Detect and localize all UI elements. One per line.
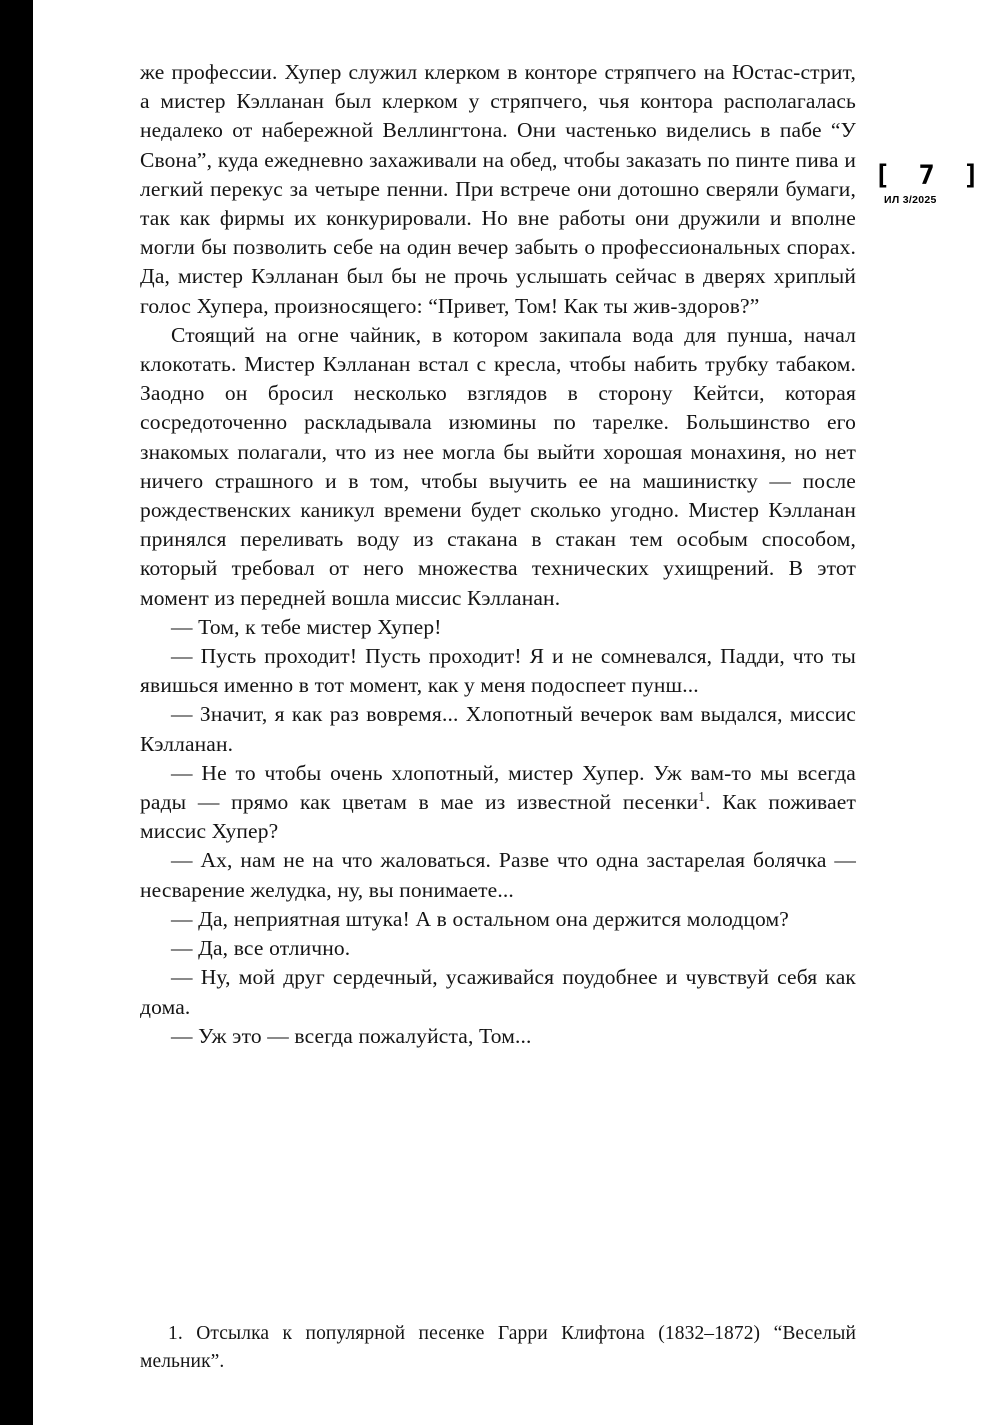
page-marker <box>874 160 984 206</box>
paragraph-dialogue: — Том, к тебе мистер Хупер! <box>171 614 442 639</box>
paragraph-text: — Не то чтобы очень хлопотный, мистер Хупер. Уж вам-то мы всегда рады — прямо как цветам в мае из известной песенки <box>140 760 856 815</box>
page-body-text <box>140 58 856 1051</box>
page-number: [ 7 ] <box>874 160 986 191</box>
footnote-reference-mark: 1 <box>698 788 706 804</box>
edition-label: ИЛ 3/2025 <box>884 194 937 206</box>
paragraph-dialogue: — Значит, я как раз вовремя... Хлопотный вечерок вам выдался, миссис Кэлланан. <box>140 702 856 756</box>
left-spine-bar <box>0 0 33 1425</box>
paragraph-dialogue-with-footnote-ref <box>140 759 856 847</box>
footnote-block <box>140 1320 856 1375</box>
paragraph-continuation: же профессии. Хупер служил клерком в конторе стряпчего на Юстас-стрит, а мистер Кэлланан был клерком у стряпчего, чья контора располагалась недалеко от набережной Веллингтона. Они частенько виделись в пабе “У Свона”, куда ежедневно захаживали на обед, чтобы заказать по пинте пива и легкий перекус за четыре пенни. При встрече они дотошно сверяли бумаги, так как фирмы их конкурировали. Но вне работы они дружили и вполне могли бы позволить себе на один вечер забыть о профессиональных спорах. Да, мистер Кэлланан был бы не прочь услышать сейчас в дверях хриплый голос Хупера, произносящего: “Привет, Том! Как ты жив-здоров?” <box>140 60 856 318</box>
paragraph-dialogue: — Ах, нам не на что жаловаться. Разве что одна застарелая болячка — несварение желудка, ну, вы понимаете... <box>140 848 856 902</box>
paragraph-dialogue: — Уж это — всегда пожалуйста, Том... <box>171 1023 532 1048</box>
paragraph-dialogue: — Ну, мой друг сердечный, усаживайся поудобнее и чувствуй себя как дома. <box>140 965 856 1019</box>
paragraph-dialogue: — Пусть проходит! Пусть проходит! Я и не сомневался, Падди, что ты явишься именно в тот момент, как у меня подоспеет пунш... <box>140 644 856 698</box>
footnote-text: 1. Отсылка к популярной песенке Гарри Клифтона (1832–1872) “Веселый мельник”. <box>140 1323 856 1372</box>
paragraph-text: . Как поживает миссис Хупер? <box>140 790 856 844</box>
paragraph: Стоящий на огне чайник, в котором закипала вода для пунша, начал клокотать. Мистер Кэлланан встал с кресла, чтобы набить трубку табаком. Заодно он бросил несколько взглядов в сторону Кейтси, которая сосредоточенно раскладывала изюмины по тарелке. Большинство его знакомых полагали, что из нее могла бы выйти хорошая монахиня, но нет ничего страшного и в том, чтобы выучить ее на машинистку — после рождественских каникул времени будет сколько угодно. Мистер Кэлланан принялся переливать воду из стакана в стакан тем особым способом, который требовал от него множества технических ухищрений. В этот момент из передней вошла миссис Кэлланан. <box>140 322 856 610</box>
paragraph-dialogue: — Да, неприятная штука! А в остальном она держится молодцом? <box>171 906 789 931</box>
paragraph-dialogue: — Да, все отлично. <box>171 936 351 961</box>
